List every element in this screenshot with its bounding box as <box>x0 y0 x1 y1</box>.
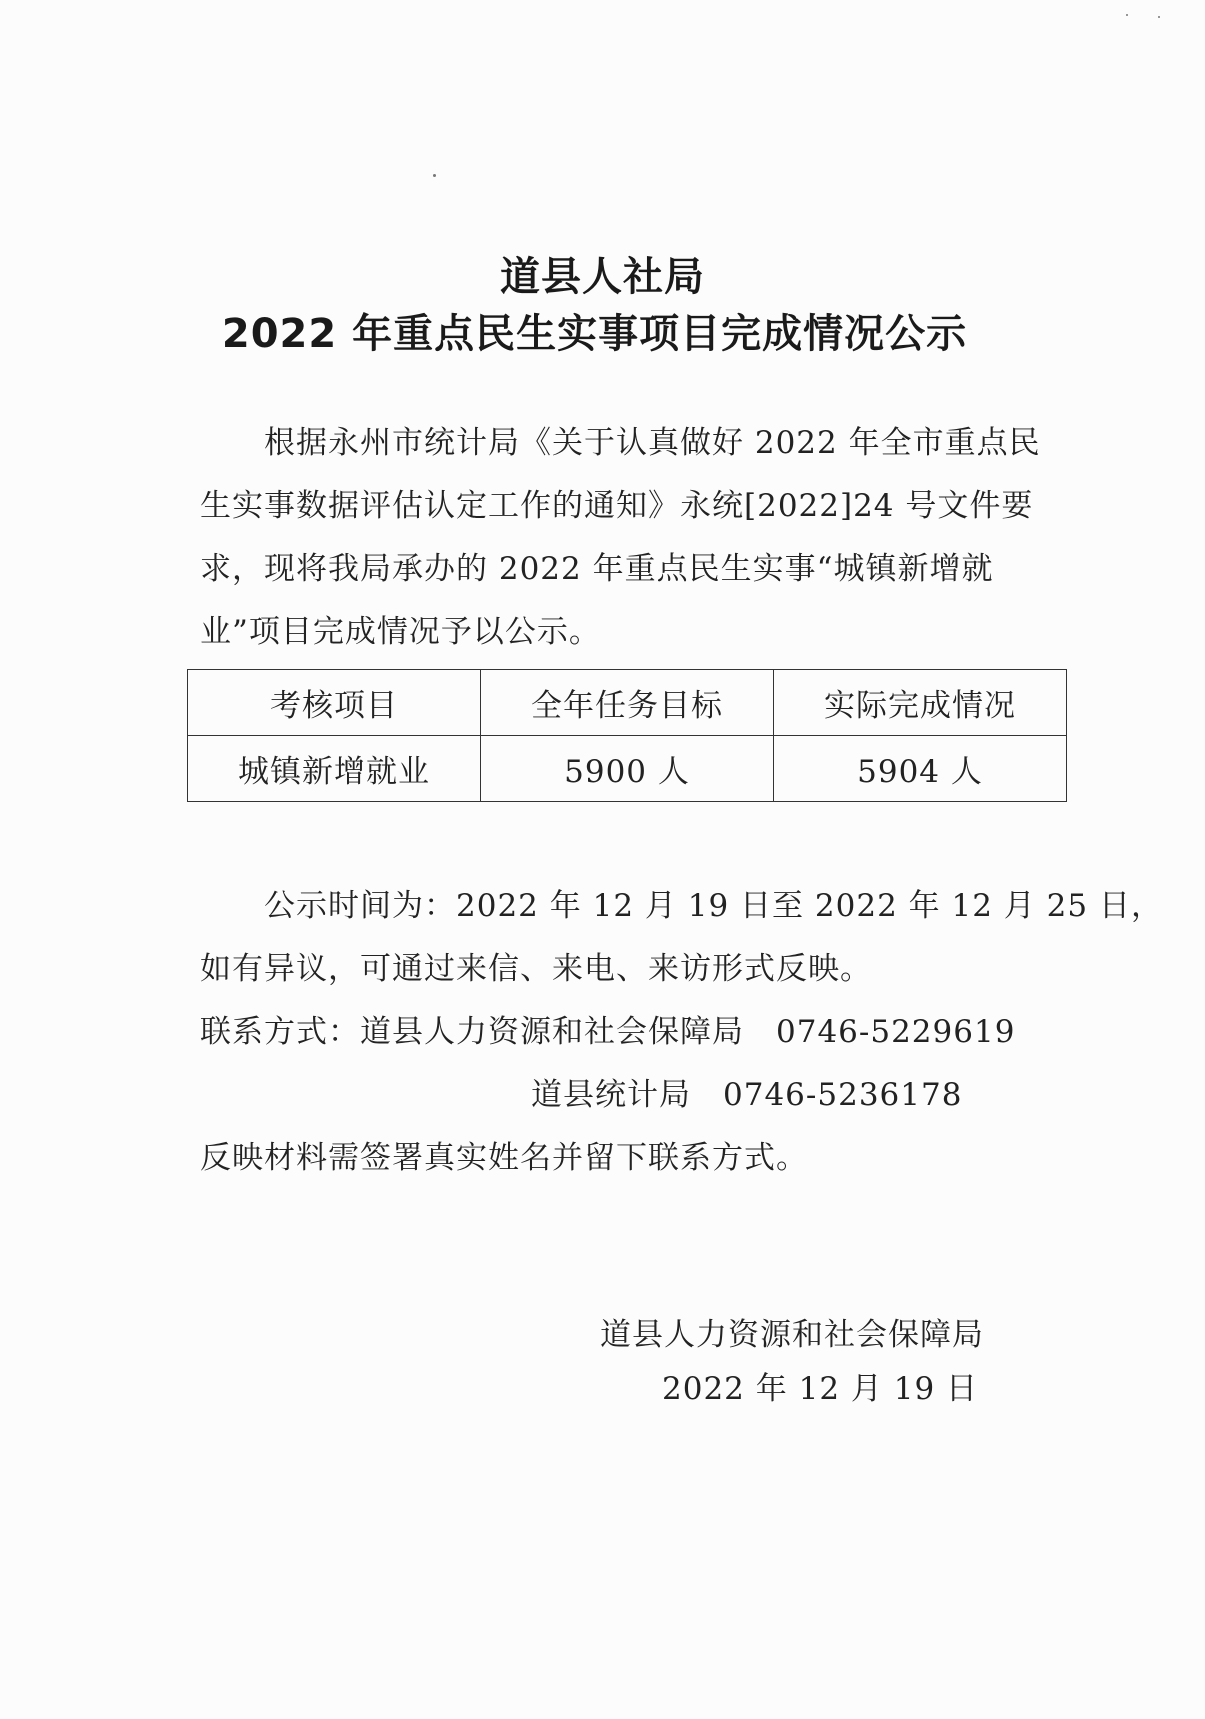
table-header-cell: 全年任务目标 <box>481 670 774 736</box>
table-header-cell: 实际完成情况 <box>774 670 1067 736</box>
table-row <box>188 736 1067 802</box>
signature-date: 2022 年 12 月 19 日 <box>662 1371 979 1407</box>
contact-line-2: 道县统计局 0746-5236178 <box>531 1077 963 1113</box>
table-cell: 5904 人 <box>774 736 1067 802</box>
table-header-row <box>188 670 1067 736</box>
notice-feedback: 如有异议，可通过来信、来电、来访形式反映。 <box>200 951 872 987</box>
table-header-cell: 考核项目 <box>188 670 481 736</box>
notice-period: 公示时间为：2022 年 12 月 19 日至 2022 年 12 月 25 日， <box>264 888 1163 924</box>
table-cell: 5900 人 <box>481 736 774 802</box>
notice-requirement: 反映材料需签署真实姓名并留下联系方式。 <box>200 1140 808 1176</box>
document-subtitle: 2022 年重点民生实事项目完成情况公示 <box>221 311 968 357</box>
scan-speck <box>433 174 436 177</box>
result-table <box>187 669 1067 802</box>
intro-paragraph <box>200 412 1060 664</box>
document-title: 道县人社局 <box>500 254 705 300</box>
table-cell: 城镇新增就业 <box>188 736 481 802</box>
scan-speck <box>1158 16 1160 18</box>
signature-org: 道县人力资源和社会保障局 <box>600 1317 984 1353</box>
scan-speck <box>1126 14 1128 16</box>
contact-line-1: 联系方式：道县人力资源和社会保障局 0746-5229619 <box>200 1014 1016 1050</box>
intro-text: 根据永州市统计局《关于认真做好 2022 年全市重点民生实事数据评估认定工作的通知》永统[2022]24 号文件要求，现将我局承办的 2022 年重点民生实事“城镇新增就业”项目完成情况予以公示。 <box>200 425 1041 650</box>
